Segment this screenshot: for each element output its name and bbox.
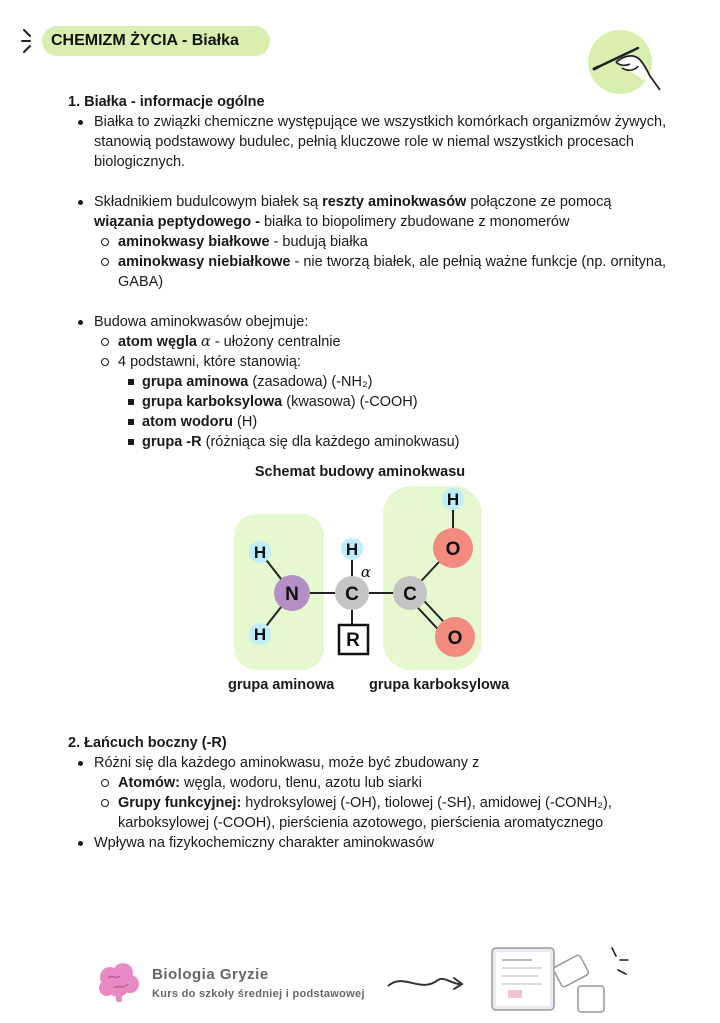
text: - ułożony centralnie — [210, 334, 341, 350]
list-item-text: Białka to związki chemiczne występujące we wszystkich komórkach organizmów żywych, stanowią podstawowy budulec, pełnią kluczowe role w niemal wszystkich procesach biologicznych. — [94, 114, 667, 170]
content-area — [68, 92, 668, 452]
text: 4 podstawni, które stanowią: — [118, 354, 301, 370]
text: Budowa aminokwasów obejmuje: — [94, 314, 309, 330]
bold-text: aminokwasy białkowe — [118, 234, 270, 250]
list-item — [94, 252, 668, 292]
list-item — [94, 793, 668, 833]
bold-text: atom wodoru — [142, 414, 234, 430]
atom-label: O — [447, 628, 463, 649]
text: - nie tworzą białek, ale pełnią ważne funkcje (np. ornityna, GABA) — [118, 254, 667, 290]
text: węgla, wodoru, tlenu, azotu lub siarki — [180, 775, 422, 791]
brand-name: Biologia Gryzie — [152, 966, 269, 983]
list-item — [118, 412, 668, 432]
bold-text: atom węgla — [118, 334, 197, 350]
atom-label: C — [403, 584, 417, 605]
sparkle-icon — [20, 26, 42, 56]
bold-text: wiązania peptydowego - — [94, 214, 260, 230]
atom-label: R — [346, 630, 360, 651]
atom-label: C — [345, 584, 359, 605]
section2 — [68, 733, 668, 853]
list-item — [68, 112, 668, 172]
section2-heading: 2. Łańcuch boczny (-R) — [68, 735, 227, 751]
text: (zasadowa) (-NH₂) — [248, 374, 373, 390]
list-item — [68, 312, 668, 452]
text: (H) — [233, 414, 258, 430]
text: Wpływa na fizykochemiczny charakter aminokwasów — [94, 835, 435, 851]
carboxyl-group-label: grupa karboksylowa — [369, 677, 510, 693]
devices-illustration-icon — [488, 944, 634, 1018]
text: (kwasowa) (-COOH) — [282, 394, 418, 410]
atom-label: O — [445, 539, 461, 560]
list-item — [94, 352, 668, 452]
list-item — [94, 773, 668, 793]
text: białka to biopolimery zbudowane z monomerów — [259, 214, 570, 230]
amino-group-label: grupa aminowa — [228, 677, 335, 693]
atom-label: H — [446, 490, 460, 509]
bold-text: aminokwasy niebiałkowe — [118, 254, 291, 270]
atom-label: H — [253, 543, 267, 562]
bold-text: reszty aminokwasów — [322, 194, 467, 210]
list-item — [68, 192, 668, 292]
atom-label: H — [345, 540, 359, 559]
bold-text: Grupy funkcyjnej: — [118, 795, 242, 811]
alpha-symbol: α — [201, 334, 211, 350]
text: - budują białka — [269, 234, 368, 250]
amino-acid-diagram — [0, 480, 720, 700]
diagram-title: Schemat budowy aminokwasu — [254, 464, 466, 480]
text: połączone ze pomocą — [466, 194, 612, 210]
arrow-icon — [384, 968, 466, 998]
bold-text: grupa -R — [142, 434, 202, 450]
list-item — [94, 232, 668, 252]
text: Różni się dla każdego aminokwasu, może być zbudowany z — [94, 755, 480, 771]
list-item — [68, 833, 668, 853]
list-item — [118, 432, 668, 452]
text: hydroksylowej (-OH), tiolowej (-SH), amidowej (-CONH₂), karboksylowej (-COOH), pierścienia azotowego, pierścienia aromatycznego — [118, 795, 612, 831]
list-item — [94, 332, 668, 352]
bold-text: Atomów: — [118, 775, 181, 791]
atom-label: N — [285, 584, 299, 605]
list-item — [118, 372, 668, 392]
text: Składnikiem budulcowym białek są — [94, 194, 323, 210]
list-item — [118, 392, 668, 412]
section1-heading: 1. Białka - informacje ogólne — [68, 94, 265, 110]
brain-logo-icon — [96, 960, 142, 1006]
bold-text: grupa karboksylowa — [142, 394, 283, 410]
alpha-label: α — [360, 563, 372, 581]
bold-text: grupa aminowa — [142, 374, 249, 390]
brand-subtitle: Kurs do szkoły średniej i podstawowej — [152, 988, 365, 1000]
hand-writing-icon — [586, 28, 662, 98]
page-title: CHEMIZM ŻYCIA - Białka — [42, 26, 270, 56]
text: (różniąca się dla każdego aminokwasu) — [201, 434, 460, 450]
list-item — [68, 753, 668, 833]
atom-label: H — [253, 625, 267, 644]
